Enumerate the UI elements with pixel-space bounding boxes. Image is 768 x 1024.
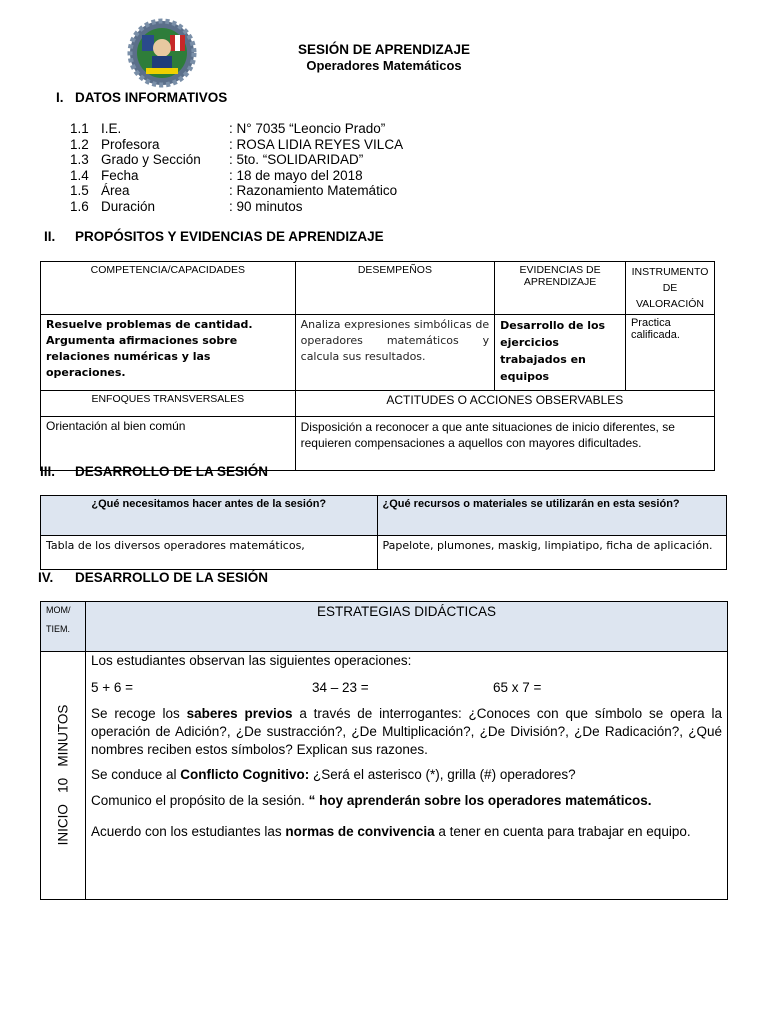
competencia-cell: [41, 315, 296, 391]
enfoque-cell: Orientación al bien común: [41, 417, 296, 471]
info-label: Profesora: [101, 137, 160, 152]
operation-3: 65 x 7 =: [492, 680, 542, 695]
moment-time-header: [41, 602, 86, 652]
text-span: Se recoge los: [90, 706, 187, 721]
bold-span: saberes previos: [186, 706, 293, 721]
section-3-title: DESARROLLO DE LA SESIÓN: [75, 464, 269, 479]
info-value: : 18 de mayo del 2018: [229, 168, 363, 183]
operations-row: [91, 679, 722, 699]
question-resources: ¿Qué recursos o materiales se utilizarán en esta sesión?: [377, 496, 726, 536]
info-value: : Razonamiento Matemático: [229, 183, 398, 198]
operation-2: 34 – 23 =: [311, 680, 369, 695]
text-span: Acuerdo con los estudiantes las: [90, 824, 286, 839]
info-value: : 5to. “SOLIDARIDAD”: [229, 152, 364, 167]
document-title: SESIÓN DE APRENDIZAJE: [297, 42, 471, 57]
saberes-paragraph: [91, 705, 722, 759]
capacidad-text: Argumenta afirmaciones sobre relaciones numéricas y las operaciones.: [46, 334, 238, 379]
bold-span: normas de convivencia: [285, 824, 435, 839]
observe-paragraph: Los estudiantes observan las siguientes operaciones:: [90, 653, 412, 668]
proposito-paragraph: [91, 792, 722, 810]
section-1-number: I.: [56, 90, 64, 105]
purposes-table: [40, 261, 715, 471]
answer-before-session: Tabla de los diversos operadores matemáticos,: [41, 536, 378, 570]
moment-cell: [41, 652, 86, 900]
actitud-cell: Disposición a reconocer a que ante situaciones de inicio diferentes, se requieren compensaciones a aquellos con mayores dificultades.: [295, 417, 714, 471]
header-evidencias: EVIDENCIAS DE APRENDIZAJE: [495, 262, 626, 315]
header-desempenos: DESEMPEÑOS: [295, 262, 495, 315]
header-competencia: COMPETENCIA/CAPACIDADES: [41, 262, 296, 315]
document-subtitle: Operadores Matemáticos: [306, 58, 462, 73]
desempeno-cell: Analiza expresiones simbólicas de operadores matemáticos y calcula sus resultados.: [295, 315, 495, 391]
text-span: Se conduce al: [90, 767, 181, 782]
question-before-session: ¿Qué necesitamos hacer antes de la sesión?: [41, 496, 378, 536]
info-num: 1.4: [70, 168, 89, 183]
info-num: 1.1: [70, 121, 89, 136]
strategies-header: ESTRATEGIAS DIDÁCTICAS: [85, 602, 727, 652]
section-4-number: IV.: [38, 570, 54, 585]
moment-header-line1: MOM/: [46, 605, 71, 615]
info-label: Duración: [101, 199, 156, 214]
section-2-number: II.: [44, 229, 56, 244]
text-span: ¿Será el asterisco (*), grilla (#) operadores?: [309, 767, 576, 782]
section-3-number: III.: [40, 464, 56, 479]
section-2-title: PROPÓSITOS Y EVIDENCIAS DE APRENDIZAJE: [75, 229, 384, 244]
normas-paragraph: [91, 823, 722, 841]
text-span: Comunico el propósito de la sesión.: [90, 793, 309, 808]
info-label: I.E.: [101, 121, 122, 136]
info-num: 1.5: [70, 183, 89, 198]
moment-header-line2: TIEM.: [46, 624, 70, 634]
info-label: Fecha: [101, 168, 139, 183]
strategies-content: [85, 652, 727, 900]
bold-span: Conflicto Cognitivo:: [180, 767, 310, 782]
preparation-table: [40, 495, 727, 570]
info-num: 1.2: [70, 137, 89, 152]
info-label: Área: [101, 183, 130, 198]
evidencia-cell: Desarrollo de los ejercicios trabajados en equipos: [495, 315, 626, 391]
section-4-title: DESARROLLO DE LA SESIÓN: [75, 570, 269, 585]
info-value: : N° 7035 “Leoncio Prado”: [229, 121, 386, 136]
operation-1: 5 + 6 =: [90, 680, 134, 695]
enfoques-header: ENFOQUES TRANSVERSALES: [41, 391, 296, 417]
info-value: : 90 minutos: [229, 199, 303, 214]
answer-resources: Papelote, plumones, maskig, limpiatipo, ficha de aplicación.: [377, 536, 726, 570]
competencia-text: Resuelve problemas de cantidad.: [46, 318, 253, 331]
info-num: 1.3: [70, 152, 89, 167]
info-value: : ROSA LIDIA REYES VILCA: [229, 137, 404, 152]
instrumento-cell: Practica calificada.: [625, 315, 714, 391]
info-label: Grado y Sección: [101, 152, 201, 167]
header-instrumento: INSTRUMENTO DE VALORACIÓN: [625, 262, 714, 315]
text-span: a través de interrogantes: ¿Conoces con que símbolo se opera la operación de Adición?, ¿De sustracción?, ¿De Multiplicación?, ¿De División?, ¿De Radicación?, ¿Qué nombres reciben estos símbolos? Explican sus razones.: [90, 706, 723, 757]
text-span: a tener en cuenta para trabajar en equipo.: [434, 824, 691, 839]
conflicto-paragraph: [91, 766, 722, 784]
strategies-table: [40, 601, 728, 900]
info-list: [0, 121, 768, 221]
moment-label: INICIO 10 MINUTOS: [55, 704, 71, 846]
section-1-title: DATOS INFORMATIVOS: [75, 90, 228, 105]
bold-span: “ hoy aprenderán sobre los operadores matemáticos.: [308, 793, 652, 808]
info-num: 1.6: [70, 199, 89, 214]
actitudes-header: ACTITUDES O ACCIONES OBSERVABLES: [295, 391, 714, 417]
